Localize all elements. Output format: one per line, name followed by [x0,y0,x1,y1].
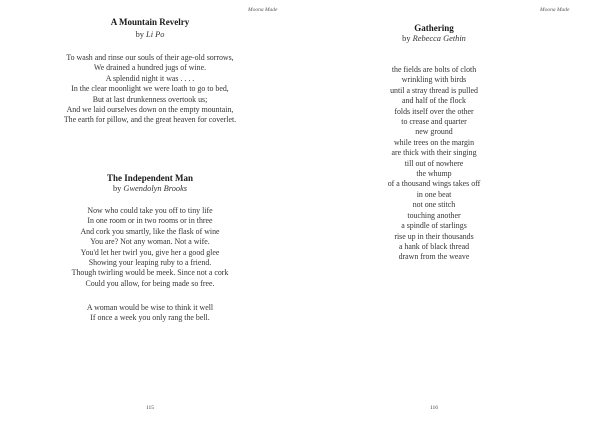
poem-line: You are? Not any woman. Not a wife. [90,237,210,247]
poem-stanza [0,303,300,324]
poem-line: A woman would be wise to think it well [86,303,214,312]
poem-line: In one room or in two rooms or in three [87,216,213,226]
poem-line: But at last drunkenness overtook us; [92,94,208,104]
poem-line: And we laid ourselves down on the empty mountain, [66,105,234,115]
poem-line: Could you allow, for being made so free. [85,278,215,288]
poem-line: Though twirling would be meek. Since not a cork [71,268,229,278]
poem-column [300,0,568,424]
poem-author: Gwendolyn Brooks [123,184,188,193]
poem-line: while trees on the margin [393,137,475,147]
poem-line: a hank of black thread [398,241,470,251]
poem-line: the whump [416,169,452,179]
right-page [300,0,600,424]
poem-line: Showing your leaping ruby to a friend. [88,258,212,268]
poem-title: The Independent Man [106,173,194,183]
poem-line: We drained a hundred jugs of wine. [93,63,207,73]
poem-line: touching another [407,210,461,220]
poem-line: new ground [415,127,453,137]
poem-line: the fields are bolts of cloth [391,65,477,74]
poem-line: not one stitch [412,200,456,210]
poem-line: In the clear moonlight we were loath to go to bed, [71,84,229,94]
poem-byline [0,184,300,193]
poem-author: Rebecca Gethin [412,34,466,43]
poem-stanza [0,206,300,289]
poem-line: in one beat [416,189,452,199]
by-label: by [402,34,411,43]
poem-line: You'd let her twirl you, give her a good glee [80,247,220,257]
poem-author: Li Po [146,30,165,39]
poem-stanza [300,65,568,263]
running-head: Moona Made [248,7,278,13]
page-number: 115 [145,405,155,411]
poem-line: a spindle of starlings [401,221,467,231]
poem-line: and half of the flock [402,96,466,106]
poem-line: rise up in their thousands [394,231,474,241]
poem-line: till out of nowhere [404,158,464,168]
poem-title: A Mountain Revelry [110,17,190,27]
poem-line: drawn from the weave [398,252,470,262]
poem-line: And cork you smartly, like the flask of wine [80,226,220,236]
poem-line: until a stray thread is pulled [390,85,478,95]
poem-line: wrinkling with birds [401,75,467,85]
poem-stanza [0,53,300,126]
poem-line: of a thousand wings takes off [387,179,481,189]
poem-line: A splendid night it was . . . . [105,73,195,83]
page-number: 116 [429,405,439,411]
poem-title: Gathering [414,23,454,33]
poem-line: are thick with their singing [391,148,477,158]
running-head: Moona Made [540,7,570,13]
poem-line: If once a week you only rang the bell. [90,313,210,323]
poem-byline [0,30,300,39]
poem-line: To wash and rinse our souls of their age-old sorrows, [66,53,234,62]
poem-line: Now who could take you off to tiny life [87,206,213,215]
poem-line: The earth for pillow, and the great heaven for coverlet. [63,115,237,125]
poem-line: folds itself over the other [394,106,474,116]
by-label: by [135,30,144,39]
poem-line: to crease and quarter [401,117,467,127]
poem-byline [300,34,568,43]
by-label: by [112,184,122,193]
